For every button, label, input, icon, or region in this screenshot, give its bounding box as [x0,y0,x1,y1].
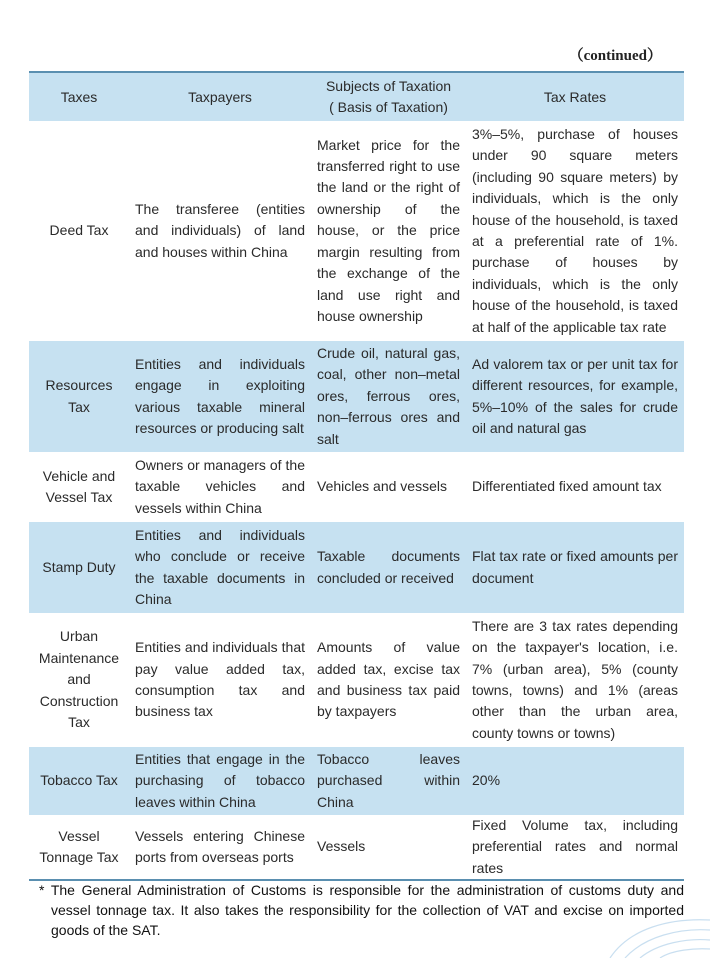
taxpayers-cell: Entities and individuals that pay value added tax, consumption tax and business tax [135,639,305,720]
header-row [29,72,684,121]
header-taxpayers: Taxpayers [129,72,311,121]
subjects-cell: Market price for the transferred right to use the land or the right of ownership of the house, or the price margin resulting from the exchange of the land use right and house ownership [317,136,460,324]
table-row [29,522,684,613]
subjects-cell: Vessels [311,815,466,880]
header-subjects: Subjects of Taxation ( Basis of Taxation) [311,72,466,121]
footnote [34,880,684,940]
taxpayers-cell: Vessels entering Chinese ports from overseas ports [129,815,311,880]
taxpayers-cell: Entities and individuals who conclude or receive the taxable documents in China [129,522,311,613]
tax-name: Vessel Tonnage Tax [29,815,129,880]
taxpayers-cell: The transferee (entities and individuals) of land and houses within China [135,200,305,260]
tax-name: Resources Tax [29,341,129,452]
continued-label: （continued） [568,48,662,64]
table-row [29,452,684,522]
tax-rates-cell: There are 3 tax rates depending on the taxpayer's location, i.e. 7% (urban area), 5% (county towns, towns) and 1% (areas other than the urban area, county towns or towns) [472,617,678,741]
table-row [29,747,684,815]
tax-name: Urban Maintenance and Construction Tax [38,628,120,731]
tax-name: Vehicle and Vessel Tax [42,467,116,505]
header-taxes: Taxes [29,72,129,121]
table-row [29,341,684,452]
tax-name: Stamp Duty [29,522,129,613]
tax-name: Tobacco Tax [29,747,129,815]
footnote-text: * The General Administration of Customs is responsible for the administration of customs duty and vessel tonnage tax. It also takes the responsibility for the collection of VAT and excise on imported goods of the SAT. [39,882,684,938]
taxpayers-cell: Entities that engage in the purchasing of tobacco leaves within China [129,747,311,815]
table-row [29,121,684,341]
subjects-cell: Crude oil, natural gas, coal, other non–metal ores, ferrous ores, non–ferrous ores and salt [311,341,466,452]
taxpayers-cell: Entities and individuals engage in exploiting various taxable mineral resources or producing salt [129,341,311,452]
tax-rates-cell: 3%–5%, purchase of houses under 90 square meters (including 90 square meters) by individuals, which is the only house of the household, is taxed at a preferential rate of 1%. purchase of houses by individuals, which is the only house of the household, is taxed at half of the applicable tax rate [472,125,678,335]
table-row [29,613,684,747]
tax-name: Deed Tax [49,222,109,239]
tax-rates-cell: 20% [466,747,684,815]
header-tax-rates: Tax Rates [466,72,684,121]
table-header [29,72,684,121]
subjects-cell: Vehicles and vessels [317,478,447,495]
subjects-cell: Amounts of value added tax, excise tax and business tax paid by taxpayers [317,639,460,720]
decorative-wave-icon [600,898,710,958]
tax-table [29,71,684,881]
subjects-cell: Tobacco leaves purchased within China [311,747,466,815]
tax-rates-cell: Differentiated fixed amount tax [472,478,662,495]
tax-rates-cell: Ad valorem tax or per unit tax for different resources, for example, 5%–10% of the sales for crude oil and natural gas [466,341,684,452]
subjects-cell: Taxable documents concluded or received [311,522,466,613]
tax-rates-cell: Flat tax rate or fixed amounts per document [466,522,684,613]
tax-rates-cell: Fixed Volume tax, including preferential rates and normal rates [466,815,684,880]
table-row [29,815,684,880]
table-body [29,121,684,880]
taxpayers-cell: Owners or managers of the taxable vehicles and vessels within China [135,456,305,516]
